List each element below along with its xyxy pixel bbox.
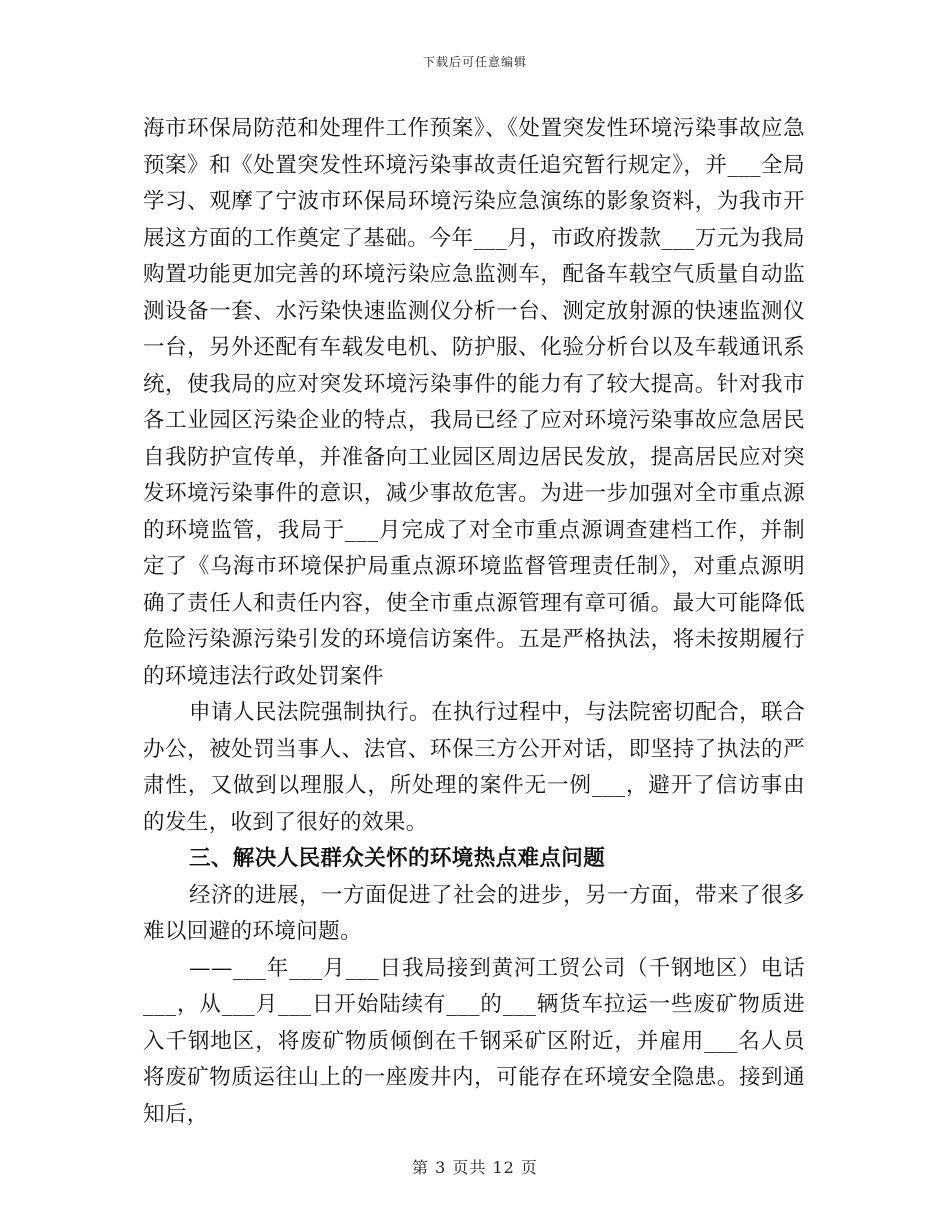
page-header: 下载后可任意编辑 <box>422 55 527 69</box>
page-footer: 第 3 页共 12 页 <box>412 1158 538 1177</box>
paragraph-emergency-response: 海市环保局防范和处理件工作预案》、《处置突发性环境污染事故应急预案》和《处置突发性环境污染事故责任追究暂行规定》，并___全局学习、观摩了宁波市环保局环境污染应急演练的影象资料，为我市开展这方面的工作奠定了基础。今年___月，市政府拨款___万元为我局购置功能更加完善的环境污染应急监测车，配备车载空气质量自动监测设备一套、水污染快速监测仪分析一台、测定放射源的快速监测仪一台，另外还配有车载发电机、防护服、化验分析台以及车载通讯系统，使我局的应对突发环境污染事件的能力有了较大提高。针对我市各工业园区污染企业的特点，我局已经了应对环境污染事故应急居民自我防护宣传单，并准备向工业园区周边居民发放，提高居民应对突发环境污染事件的意识，减少事故危害。为进一步加强对全市重点源的环境监管，我局于___月完成了对全市重点源调查建档工作，并制定了《乌海市环境保护局重点源环境监督管理责任制》，对重点源明确了责任人和责任内容，使全市重点源管理有章可循。最大可能降低危险污染源污染引发的环境信访案件。五是严格执法，将未按期履行的环境违法行政处罚案件 <box>143 116 805 689</box>
paragraph-economic-development: 经济的进展，一方面促进了社会的进步，另一方面，带来了很多难以回避的环境问题。 <box>143 882 805 944</box>
document-body <box>143 111 805 1133</box>
paragraph-court-enforcement: 申请人民法院强制执行。在执行过程中，与法院密切配合，联合办公，被处罚当事人、法官、环保三方公开对话，即坚持了执法的严肃性，又做到以理服人，所处理的案件无一例___，避开了信访事由的发生，收到了很好的效果。 <box>143 700 805 835</box>
paragraph-incident-report: ——___年___月___日我局接到黄河工贸公司（千钢地区）电话___，从___月___日开始陆续有___的___辆货车拉运一些废矿物质进入千钢地区，将废矿物质倾倒在千钢采矿区附近，并雇用___名人员将废矿物质运往山上的一座废井内，可能存在环境安全隐患。接到通知后， <box>143 955 805 1127</box>
section-heading-three: 三、解决人民群众关怀的环境热点难点问题 <box>189 846 606 871</box>
